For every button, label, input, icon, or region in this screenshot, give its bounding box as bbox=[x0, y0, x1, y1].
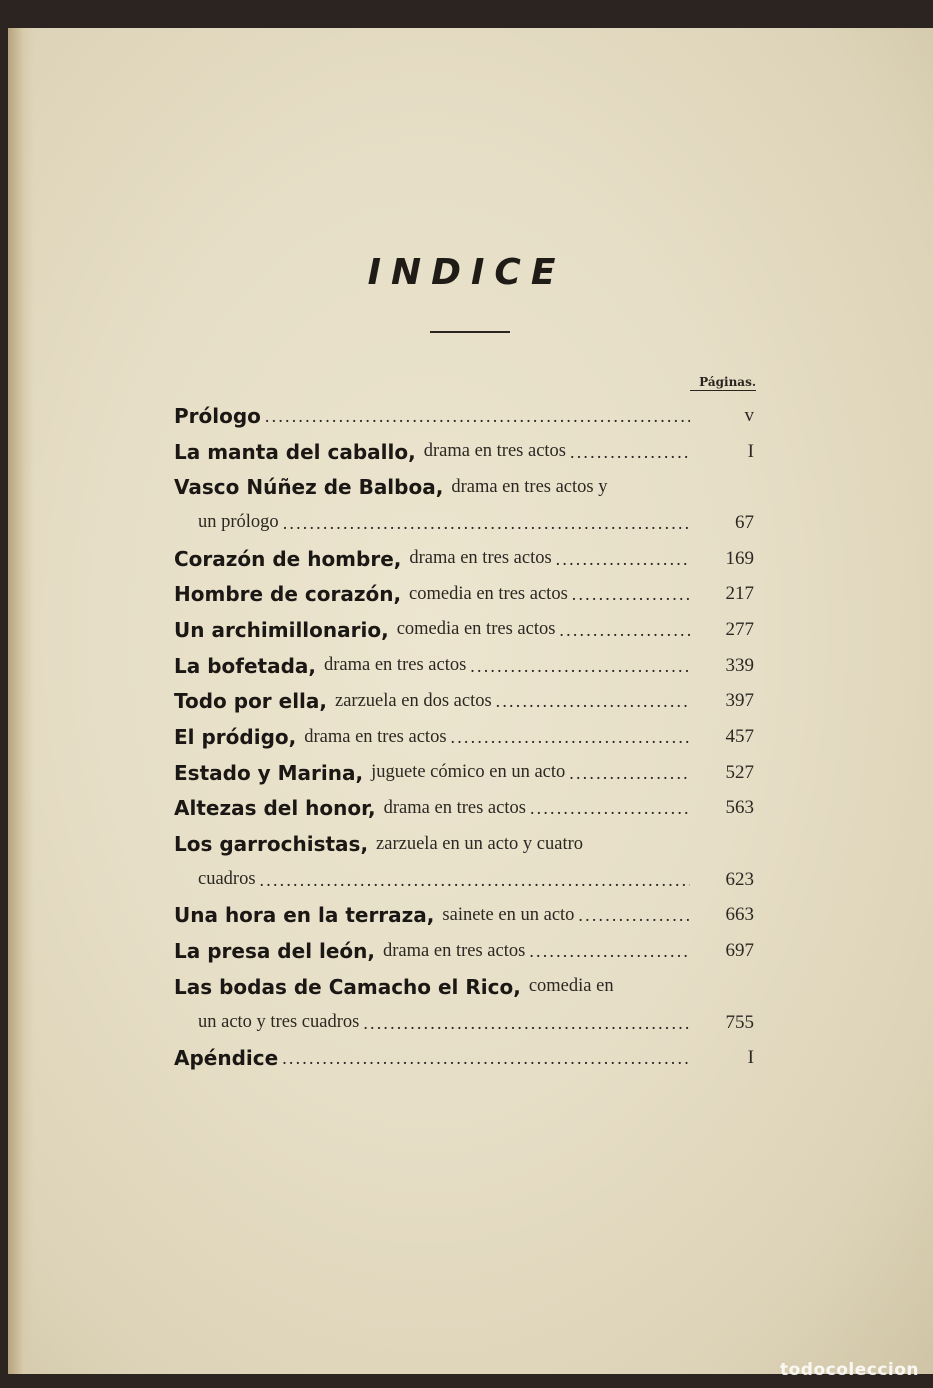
dot-leader bbox=[569, 762, 690, 784]
toc-entry-title: Un archimillonario, bbox=[174, 617, 389, 642]
toc-entry-title: Las bodas de Camacho el Rico, bbox=[174, 974, 521, 999]
toc-entry bbox=[174, 898, 754, 934]
toc-entry-description: comedia en tres actos bbox=[396, 619, 556, 640]
dot-leader bbox=[470, 655, 690, 677]
toc-entry-description: zarzuela en un acto y cuatro bbox=[376, 833, 584, 854]
pages-column-header: Páginas. bbox=[690, 375, 756, 391]
toc-entry bbox=[174, 719, 754, 755]
dot-leader bbox=[282, 1047, 690, 1069]
toc-entry bbox=[174, 684, 754, 720]
toc-entry bbox=[174, 469, 754, 505]
toc-entry-title: Todo por ella, bbox=[174, 689, 327, 714]
dot-leader bbox=[363, 1012, 690, 1034]
toc-entry-description: sainete en un acto bbox=[442, 904, 575, 925]
toc-entry bbox=[174, 1005, 754, 1041]
toc-entry bbox=[174, 969, 754, 1005]
toc-entry-page: 623 bbox=[725, 868, 754, 890]
dot-leader bbox=[578, 904, 690, 926]
dot-leader bbox=[529, 940, 690, 962]
toc-entry-description: drama en tres actos bbox=[324, 655, 467, 676]
toc-entry-page: 663 bbox=[725, 904, 754, 926]
toc-entry-page: 277 bbox=[725, 618, 754, 640]
toc-entry bbox=[174, 862, 754, 898]
toc-entry bbox=[174, 755, 754, 791]
toc-entry-description: juguete cómico en un acto bbox=[371, 762, 566, 783]
toc-entry-title: La bofetada, bbox=[174, 653, 316, 678]
page-gutter bbox=[8, 28, 34, 1374]
toc-entry-description: comedia en bbox=[528, 976, 614, 997]
toc-entry-description: drama en tres actos bbox=[383, 940, 526, 961]
toc-entry-title: Vasco Núñez de Balboa, bbox=[174, 475, 444, 500]
dot-leader bbox=[283, 512, 690, 534]
toc-entry-page: 397 bbox=[725, 690, 754, 712]
dot-leader bbox=[572, 583, 690, 605]
toc-entry bbox=[174, 648, 754, 684]
toc-entry-description: drama en tres actos bbox=[409, 548, 552, 569]
toc-entry-description: un acto y tres cuadros bbox=[198, 1012, 360, 1033]
toc-entry bbox=[174, 826, 754, 862]
toc-entry bbox=[174, 576, 754, 612]
dot-leader bbox=[556, 548, 690, 570]
toc-entry-description: un prólogo bbox=[198, 512, 279, 533]
toc-entry-page: I bbox=[747, 1047, 754, 1069]
toc-entry-page: 67 bbox=[735, 511, 754, 533]
toc-entry-title: Los garrochistas, bbox=[174, 832, 369, 857]
toc-entry-page: 457 bbox=[725, 726, 754, 748]
toc-entry-title: El pródigo, bbox=[174, 725, 297, 750]
toc-entry-page: v bbox=[744, 404, 754, 426]
table-of-contents bbox=[174, 398, 754, 1076]
title-rule bbox=[430, 331, 510, 333]
toc-entry-page: 217 bbox=[725, 583, 754, 605]
toc-entry-page: 169 bbox=[725, 547, 754, 569]
toc-entry bbox=[174, 791, 754, 827]
toc-entry-page: 339 bbox=[725, 654, 754, 676]
toc-entry bbox=[174, 1040, 754, 1076]
toc-entry-description: cuadros bbox=[198, 869, 256, 890]
toc-entry-title: Altezas del honor, bbox=[174, 796, 376, 821]
toc-entry-description: drama en tres actos y bbox=[451, 476, 608, 497]
toc-entry-description: drama en tres actos bbox=[304, 726, 447, 747]
dot-leader bbox=[530, 797, 690, 819]
toc-entry bbox=[174, 541, 754, 577]
dot-leader bbox=[260, 869, 690, 891]
toc-entry bbox=[174, 434, 754, 470]
toc-entry-page: I bbox=[747, 440, 754, 462]
toc-entry-title: Apéndice bbox=[174, 1046, 279, 1071]
toc-entry-title: Hombre de corazón, bbox=[174, 582, 402, 607]
toc-entry-page: 527 bbox=[725, 761, 754, 783]
toc-entry-description: drama en tres actos bbox=[423, 441, 567, 462]
toc-entry-title: La presa del león, bbox=[174, 939, 376, 964]
dot-leader bbox=[451, 726, 690, 748]
toc-entry-description: drama en tres actos bbox=[383, 797, 526, 818]
dot-leader bbox=[496, 690, 690, 712]
dot-leader bbox=[559, 619, 690, 641]
toc-entry bbox=[174, 933, 754, 969]
toc-entry-title: Corazón de hombre, bbox=[174, 546, 402, 571]
toc-entry-title: Una hora en la terraza, bbox=[174, 903, 435, 928]
dot-leader bbox=[570, 441, 690, 463]
toc-entry-description: zarzuela en dos actos bbox=[335, 690, 492, 711]
toc-entry bbox=[174, 398, 754, 434]
toc-entry bbox=[174, 612, 754, 648]
toc-entry-page: 697 bbox=[725, 940, 754, 962]
toc-entry-page: 563 bbox=[725, 797, 754, 819]
toc-entry-title: Prólogo bbox=[174, 403, 261, 428]
dot-leader bbox=[265, 405, 690, 427]
toc-entry-title: La manta del caballo, bbox=[174, 439, 416, 464]
toc-entry-description: comedia en tres actos bbox=[409, 583, 568, 604]
watermark: todocoleccion bbox=[779, 1360, 919, 1380]
toc-entry bbox=[174, 505, 754, 541]
toc-entry-title: Estado y Marina, bbox=[174, 760, 364, 785]
toc-entry-page: 755 bbox=[725, 1011, 754, 1033]
index-title: INDICE bbox=[367, 252, 566, 293]
